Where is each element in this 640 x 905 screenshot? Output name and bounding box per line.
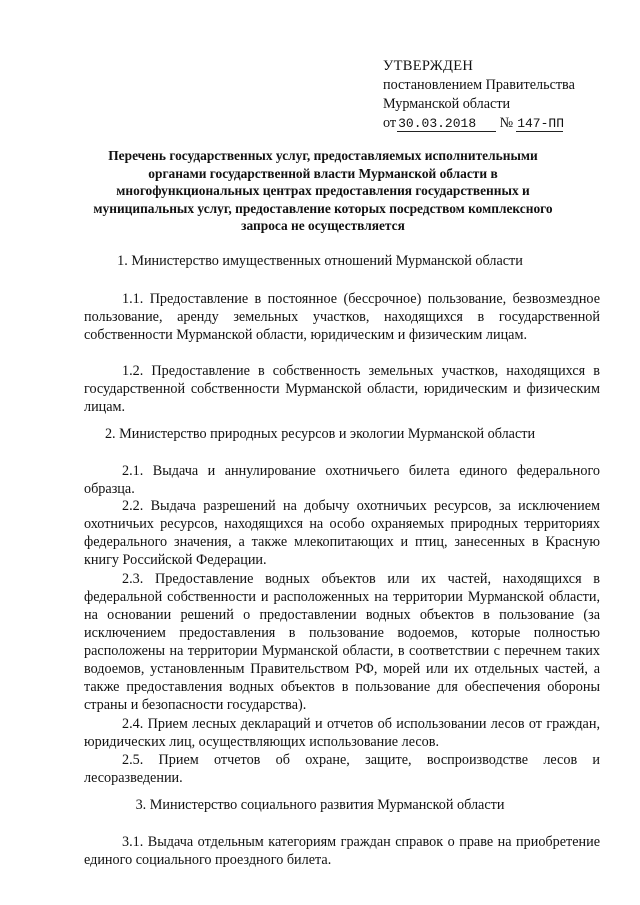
item-number: 2.2. <box>122 498 144 514</box>
list-item-3-1 <box>84 833 600 869</box>
approval-region-line: Мурманской области <box>383 96 511 112</box>
date-prefix: от <box>383 115 397 131</box>
item-text: Выдача и аннулирование охотничьего билета единого федерального образца. <box>84 463 600 497</box>
item-number: 2.5. <box>122 752 144 768</box>
document-title: Перечень государственных услуг, предоставляемых исполнительными органами государственной власти Мурманской области в многофункциональных центрах предоставления государственных и муниципальных услуг, предоставление которых посредством комплексного запроса не осуществляется <box>93 148 553 233</box>
item-text: Прием лесных деклараций и отчетов об использовании лесов от граждан, юридических лиц, осуществляющих использование лесов. <box>84 716 600 750</box>
item-number: 1.2. <box>122 363 144 379</box>
item-number: 3.1. <box>122 834 144 850</box>
approval-resolution-line: постановлением Правительства <box>383 77 575 93</box>
list-item-1-1 <box>84 290 600 344</box>
item-text: Предоставление водных объектов или их частей, находящихся в федеральной собственности и расположенных на территории Мурманской области, на основании решений о предоставлении водных объектов в пользование (за исключением предоставления в пользование водоемов, которые полностью расположены на территории Мурманской области, в соответствии с перечнем таких водоемов, установленным Правительством РФ, морей или их отдельных частей, а также предоставления водных объектов в пользование для обеспечения обороны страны и безопасности государства). <box>84 571 601 713</box>
approval-date: 30.03.2018 <box>397 116 496 132</box>
list-item-2-4 <box>84 715 600 751</box>
item-text: Предоставление в собственность земельных участков, находящихся в государственной собственности Мурманской области, юридическим и физическим лицам. <box>84 363 600 415</box>
item-number: 2.1. <box>122 463 144 479</box>
approval-stamp <box>383 57 633 133</box>
item-number: 2.4. <box>122 716 144 732</box>
list-item-2-1 <box>84 462 600 498</box>
item-text: Выдача отдельным категориям граждан справок о праве на приобретение единого социального проездного билета. <box>84 834 600 868</box>
item-text: Предоставление в постоянное (бессрочное) пользование, безвозмездное пользование, аренду земельных участков, находящихся в государственной собственности Мурманской области, юридическим и физическим лицам. <box>84 291 600 343</box>
approval-heading: УТВЕРЖДЕН <box>383 58 474 74</box>
section-heading-1: 1. Министерство имущественных отношений Мурманской области <box>117 253 523 269</box>
list-item-2-3 <box>84 570 600 714</box>
item-text: Выдача разрешений на добычу охотничьих ресурсов, за исключением охотничьих ресурсов, находящихся на особо охраняемых природных территориях федерального значения, а также млекопитающих и птиц, занесенных в Красную книгу Российской Федерации. <box>84 498 600 568</box>
list-item-2-2 <box>84 497 600 569</box>
section-heading-2: 2. Министерство природных ресурсов и экологии Мурманской области <box>104 426 536 442</box>
item-text: Прием отчетов об охране, защите, воспроизводстве лесов и лесоразведении. <box>84 752 601 786</box>
approval-number: 147-ПП <box>517 116 565 131</box>
section-heading-3: 3. Министерство социального развития Мурманской области <box>135 797 505 813</box>
item-number: 2.3. <box>122 571 144 587</box>
list-item-1-2 <box>84 362 600 416</box>
approval-date-line <box>383 114 633 133</box>
item-number: 1.1. <box>122 291 144 307</box>
number-prefix: № <box>499 115 514 131</box>
list-item-2-5 <box>84 751 600 787</box>
